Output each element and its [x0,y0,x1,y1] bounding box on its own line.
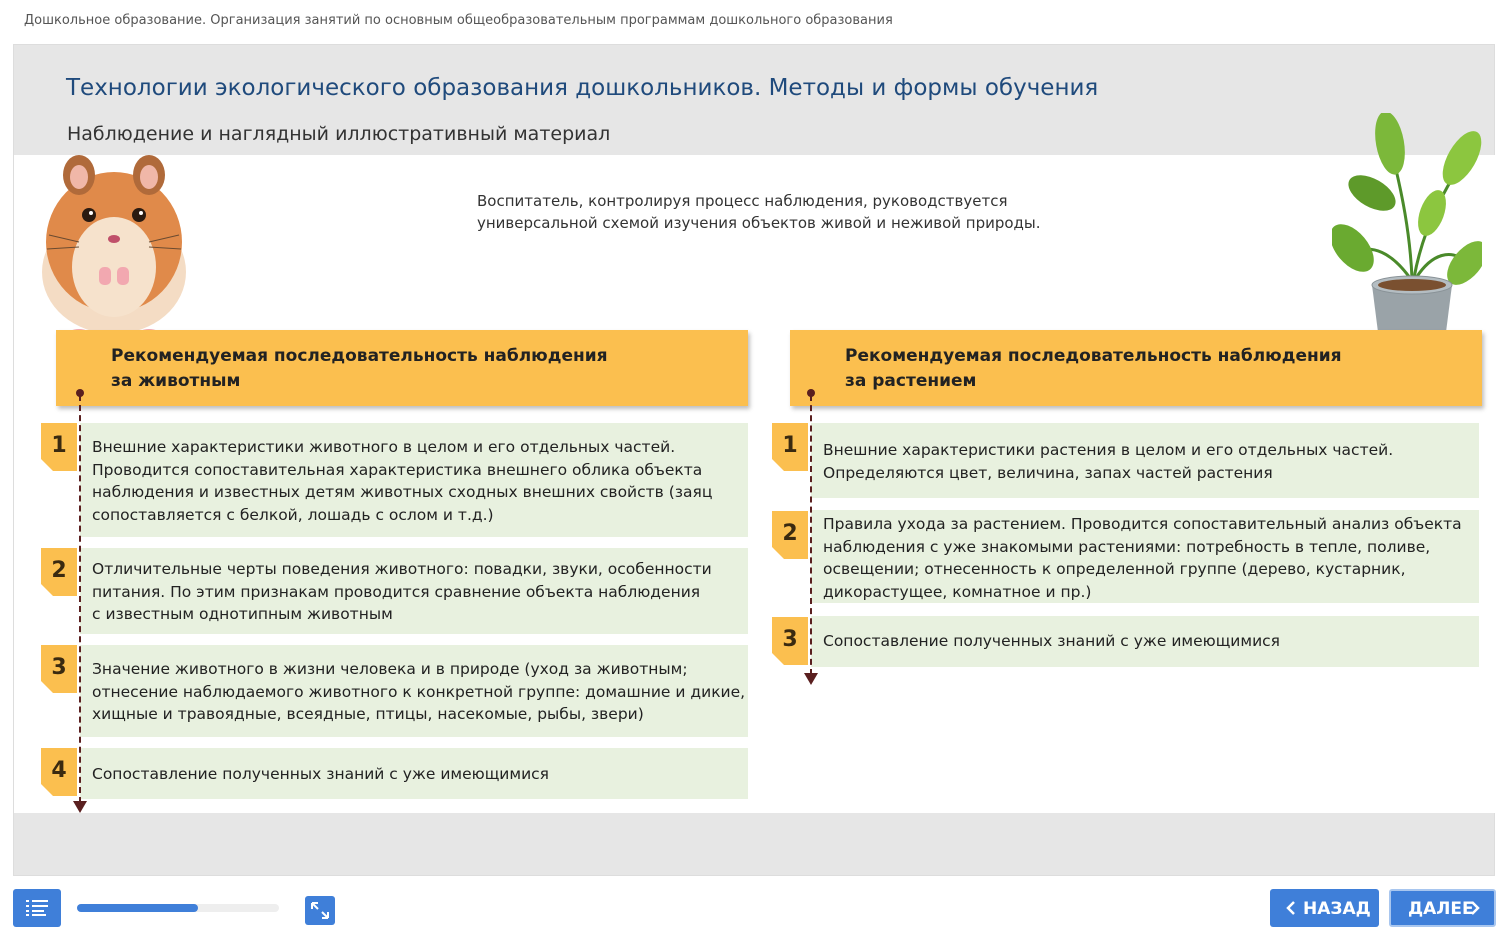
slide-title: Технологии экологического образования дошкольников. Методы и формы обучения [66,75,1099,101]
step-line: Сопоставление полученных знаний с уже имеющимися [92,765,549,783]
plant-sequence-arrow [810,395,812,675]
plant-step-2-text [823,513,1462,603]
progress-bar[interactable] [77,904,279,912]
plant-step-2-badge [772,511,808,559]
animal-step-3-text [92,658,745,726]
next-button[interactable] [1389,889,1496,927]
intro-text [477,190,1077,234]
step-line: освещении; отнесенность к определенной группе (дерево, кустарник, [823,560,1406,578]
step-line: питания. По этим признакам проводится сравнение объекта наблюдения [92,582,701,601]
animal-header-text [111,344,608,394]
animal-sequence-header [56,330,748,406]
plant-sequence-header [790,330,1482,406]
step-line: Внешние характеристики животного в целом и его отдельных частей. [92,438,676,456]
animal-step-1-text [92,436,712,526]
plant-header-text [845,344,1342,394]
step-line: Внешние характеристики растения в целом и его отдельных частей. [823,441,1394,459]
step-line: с известным однотипным животным [92,605,393,623]
plant-header-line-2: за растением [845,371,977,391]
animal-step-3 [80,645,748,737]
slide [13,44,1495,876]
step-line: дикорастущее, комнатное и пр.) [823,582,1092,601]
step-number: 2 [782,521,798,546]
step-number: 4 [51,758,67,783]
plant-arrow-head-icon [804,673,818,685]
player-controls [0,877,1508,937]
back-button[interactable] [1270,889,1379,927]
hamster-illustration [39,147,189,347]
step-number: 2 [51,558,67,583]
animal-step-4-text [92,763,549,786]
plant-step-2 [811,510,1479,603]
expand-button[interactable] [305,896,335,925]
animal-sequence-arrow [79,395,81,803]
step-line: Определяются цвет, величина, запах частей растения [823,463,1273,482]
plant-illustration [1332,113,1482,353]
animal-arrow-head-icon [73,801,87,813]
plant-step-1-text [823,439,1393,484]
animal-step-4-badge [41,748,77,796]
animal-step-4 [80,748,748,799]
step-line: наблюдения с уже знакомыми растениями: потребность в тепле, поливе, [823,537,1431,556]
course-title: Дошкольное образование. Организация занятий по основным общеобразовательным программам дошкольного образования [24,13,893,28]
next-button-label: ДАЛЕЕ [1408,899,1474,919]
animal-step-2-badge [41,548,77,596]
step-line: Сопоставление полученных знаний с уже имеющимися [823,632,1280,650]
plant-step-3-badge [772,617,808,665]
progress-fill [77,904,198,912]
animal-header-line-1: Рекомендуемая последовательность наблюдения [111,346,608,366]
step-number: 3 [51,655,67,680]
step-line: сопоставляется с белкой, лошадь с ослом и т.д.) [92,505,494,524]
animal-step-3-badge [41,645,77,693]
step-line: хищные и травоядные, всеядные, птицы, насекомые, рыбы, звери) [92,705,644,723]
plant-step-3-text [823,630,1280,653]
animal-step-2-text [92,558,712,626]
step-line: Проводится сопоставительная характеристика внешнего облика объекта [92,460,703,479]
list-icon [26,900,48,916]
top-bar [0,0,1508,44]
back-button-label: НАЗАД [1303,899,1371,919]
plant-step-3 [811,616,1479,667]
animal-step-1-badge [41,423,77,471]
step-line: Значение животного в жизни человека и в природе (уход за животным; [92,660,688,678]
menu-button[interactable] [13,889,61,927]
intro-line-2: универсальной схемой изучения объектов живой и неживой природы. [477,214,1041,232]
step-number: 3 [782,627,798,652]
plant-step-1-badge [772,423,808,471]
slide-subtitle: Наблюдение и наглядный иллюстративный материал [67,123,611,145]
chevron-right-icon [1470,901,1480,915]
animal-step-1 [80,423,748,537]
plant-step-1 [811,423,1479,498]
chevron-left-icon [1286,901,1296,915]
expand-icon [311,902,329,919]
intro-line-1: Воспитатель, контролируя процесс наблюдения, руководствуется [477,192,1008,210]
step-number: 1 [782,433,798,458]
step-number: 1 [51,433,67,458]
step-line: отнесение наблюдаемого животного к конкретной группе: домашние и дикие, [92,682,746,701]
animal-step-2 [80,548,748,634]
animal-header-line-2: за животным [111,371,241,391]
step-line: Отличительные черты поведения животного: повадки, звуки, особенности [92,560,712,578]
plant-header-line-1: Рекомендуемая последовательность наблюдения [845,346,1342,366]
step-line: наблюдения и известных детям животных сходных внешних свойств (заяц [92,483,713,501]
step-line: Правила ухода за растением. Проводится сопоставительный анализ объекта [823,515,1462,533]
